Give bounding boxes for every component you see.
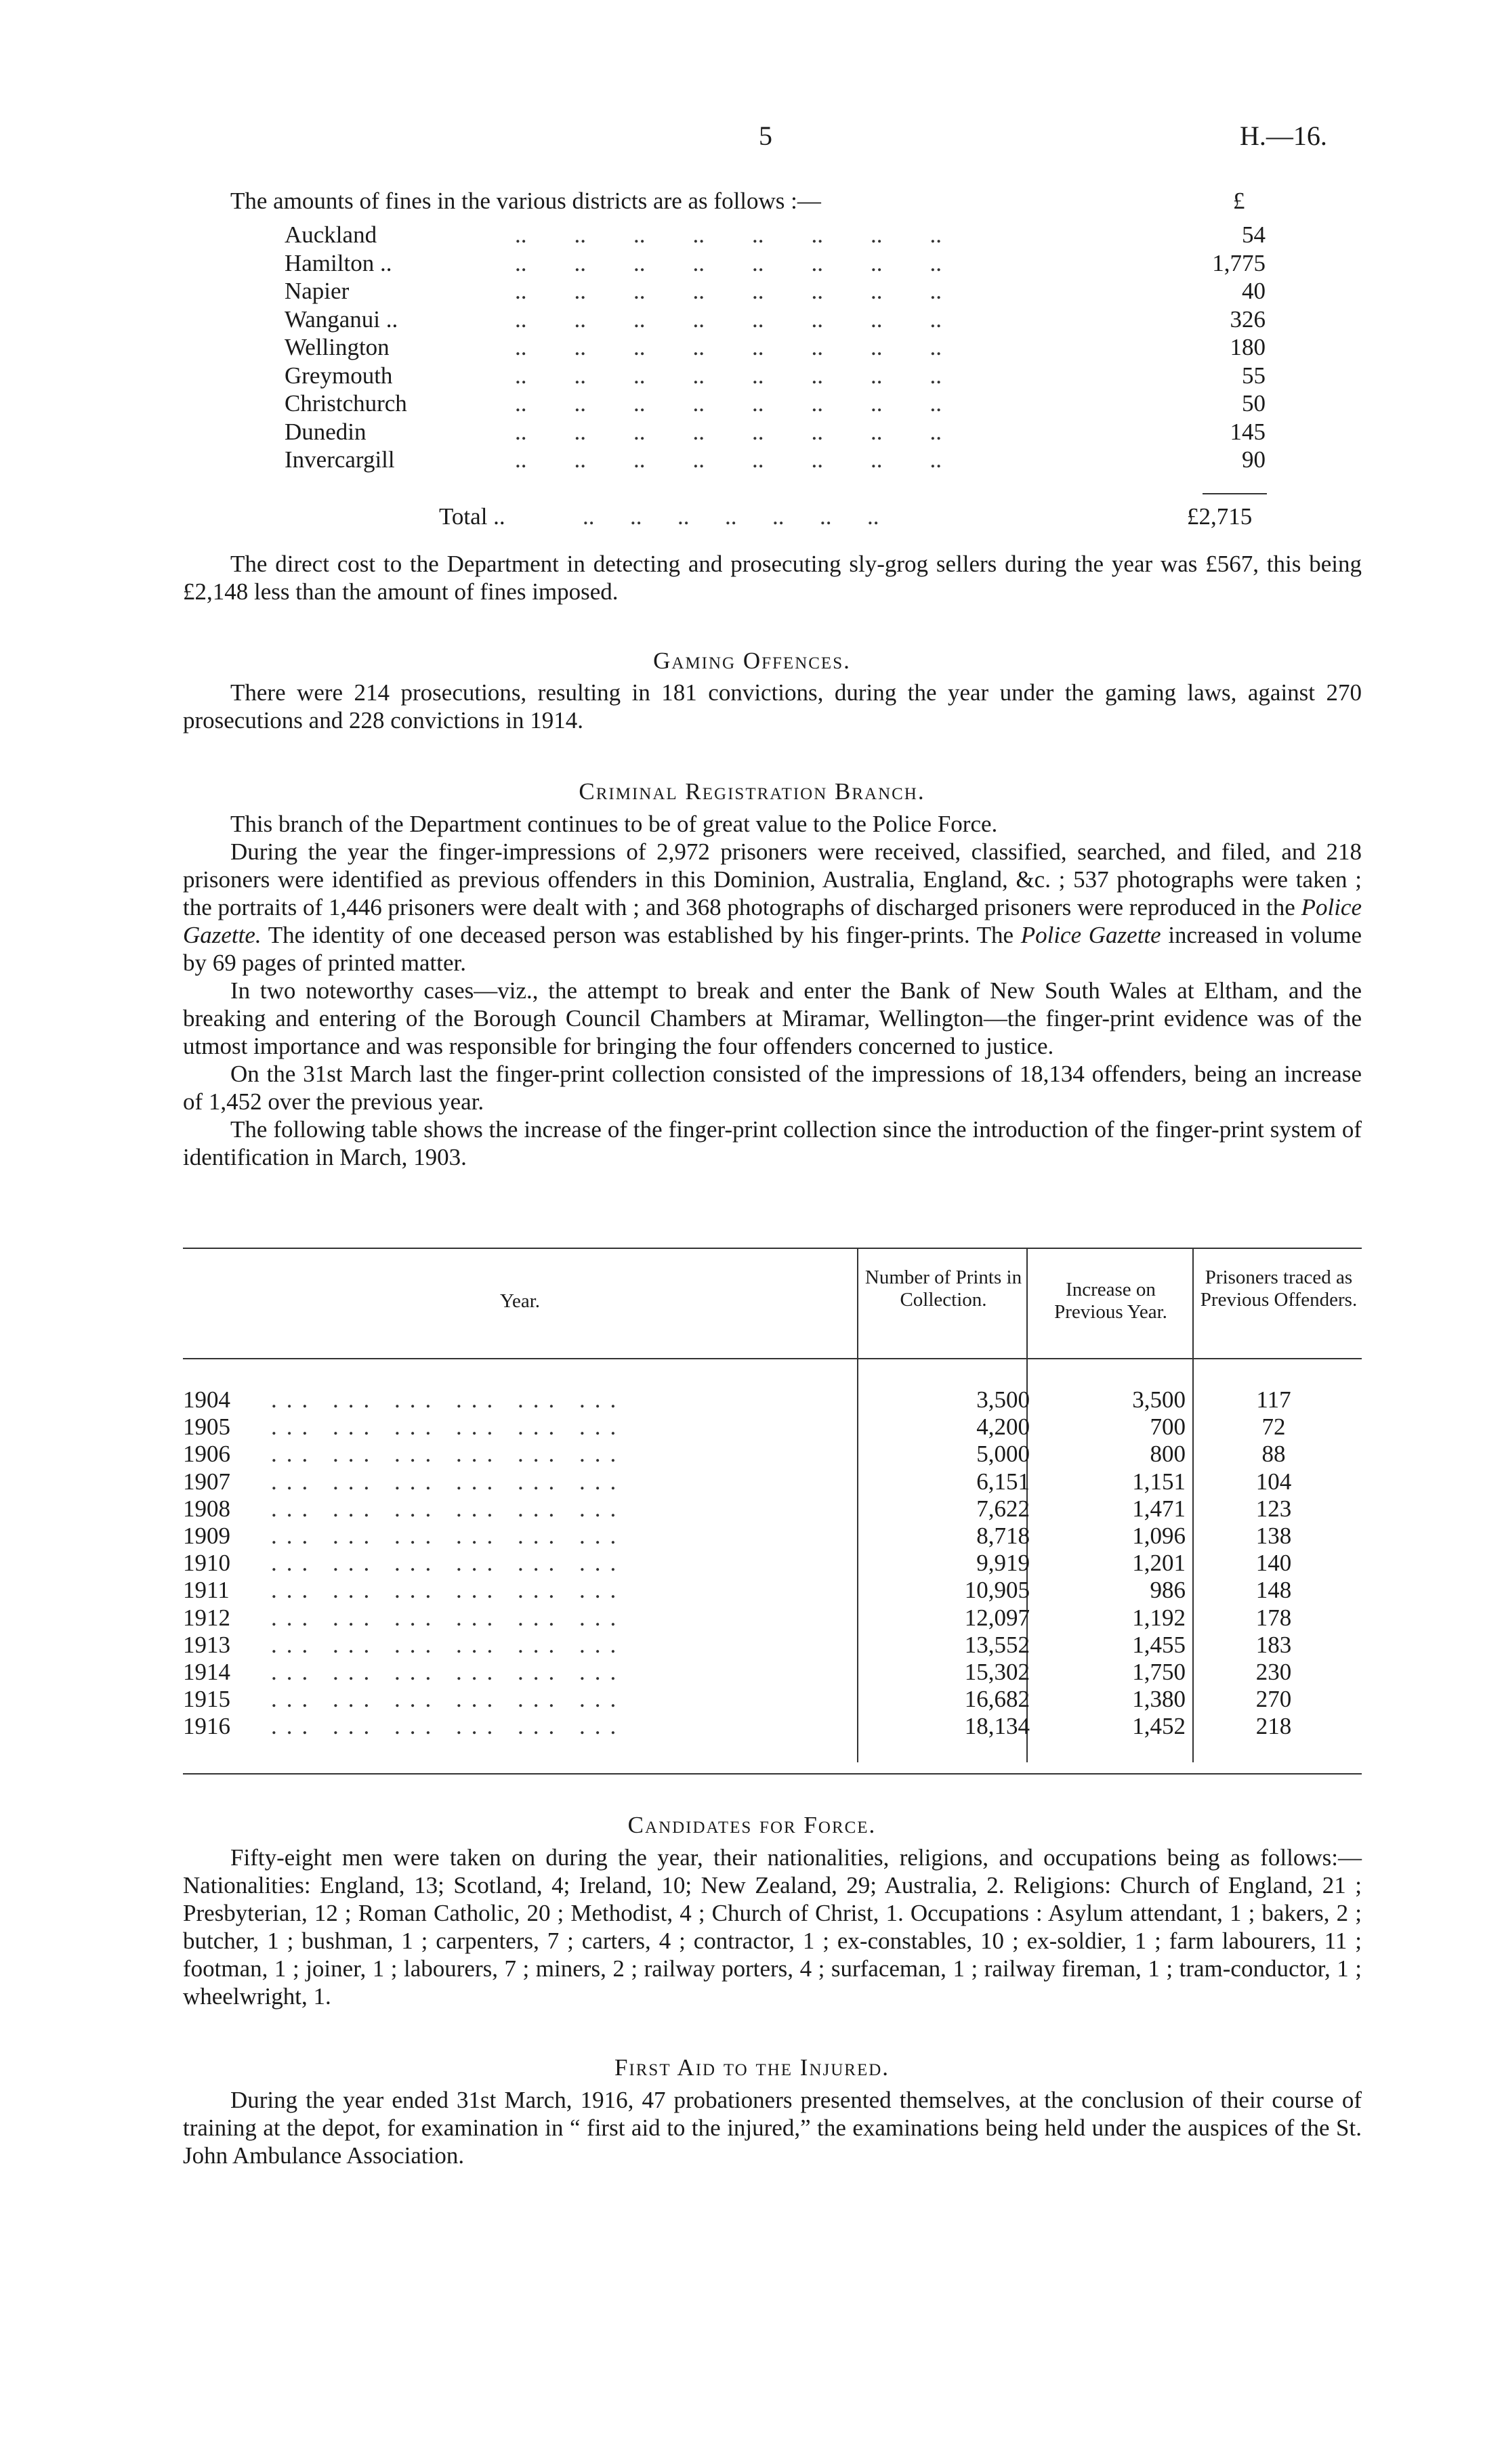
fine-row (285, 389, 1266, 417)
table-row (183, 1522, 1362, 1550)
prints-cell: 6,151 (976, 1468, 1030, 1495)
fine-row (285, 221, 1266, 249)
cost-paragraph (183, 550, 1362, 606)
leader-dots: ... ... ... ... ... ... (271, 1550, 626, 1577)
col-header-year: Year. (499, 1290, 541, 1312)
fine-amount: 54 (1242, 221, 1266, 248)
year-cell: 1913 (183, 1631, 230, 1658)
table-row (183, 1413, 1362, 1441)
leader-dots: .. .. .. .. .. .. .. .. (515, 418, 942, 445)
leader-dots: .. .. .. .. .. .. .. .. (515, 446, 942, 473)
fines-intro: The amounts of fines in the various districts are as follows :— (230, 188, 821, 214)
increase-cell: 1,750 (1132, 1659, 1186, 1685)
traced-cell: 72 (1261, 1414, 1286, 1441)
year-cell: 1916 (183, 1713, 230, 1740)
prints-cell: 18,134 (964, 1713, 1030, 1740)
police-gazette-ref-1: Police Gazette. (183, 894, 1362, 948)
candidates-heading: Candidates for Force. (627, 1812, 877, 1838)
leader-dots: .. .. .. .. .. .. .. .. (515, 278, 942, 304)
gaming-paragraph (183, 679, 1362, 734)
prints-cell: 15,302 (964, 1659, 1030, 1685)
prints-cell: 3,500 (976, 1386, 1030, 1413)
increase-cell: 1,151 (1132, 1468, 1186, 1495)
candidates-text: Fifty-eight men were taken on during the year, their nationalities, religions, and occupations being as follows:—Nationalities: England, 13; Scotland, 4; Ireland, 10; New Zealand, 29; Australia, 2. Religions: Church of England, 21 ; Presbyterian, 12 ; Roman Catholic, 20 ; Methodist, 4 ; Church of Christ, 1. Occupations : Asylum attendant, 1 ; bakers, 2 ; butcher, 1 ; bushman, 1 ; carpenters, 7 ; carters, 4 ; contractor, 1 ; ex-constables, 10 ; ex-soldier, 1 ; farm labourers, 11 ; footman, 1 ; joiner, 1 ; labourers, 7 ; miners, 2 ; railway porters, 4 ; surfaceman, 1 ; railway fireman, 1 ; tram-conductor, 1 ; wheelwright, 1. (183, 1844, 1362, 2010)
fine-district: Invercargill (285, 446, 395, 473)
table-row (183, 1495, 1362, 1523)
total-rule (1203, 493, 1267, 494)
fines-total-value: £2,715 (1187, 503, 1253, 530)
table-row (183, 1386, 1362, 1414)
prints-cell: 12,097 (964, 1604, 1030, 1631)
criminal-p2-a: During the year the finger-impressions of 2,972 prisoners were received, classified, searched, and filed, and 218 prisoners were identified as previous offenders in this Dominion, Australia, England, &c. ; 537 photographs were taken ; the portraits of 1,446 prisoners were dealt with ; and 368 photographs of discharged prisoners were reproduced in the (183, 838, 1362, 920)
prints-cell: 13,552 (964, 1631, 1030, 1658)
traced-cell: 183 (1255, 1631, 1292, 1658)
fine-district: Hamilton .. (285, 249, 392, 276)
prints-cell: 4,200 (976, 1414, 1030, 1441)
year-cell: 1906 (183, 1441, 230, 1468)
fines-total-dots: .. .. .. .. .. .. .. (583, 503, 879, 530)
year-cell: 1914 (183, 1659, 230, 1685)
fine-row (285, 418, 1266, 446)
fine-district: Christchurch (285, 390, 407, 417)
increase-cell: 800 (1150, 1441, 1186, 1468)
year-cell: 1910 (183, 1550, 230, 1577)
leader-dots: ... ... ... ... ... ... (271, 1713, 626, 1740)
leader-dots: .. .. .. .. .. .. .. .. (515, 390, 942, 417)
table-row (183, 1549, 1362, 1577)
first-aid-paragraph (183, 2086, 1362, 2169)
fine-row (285, 446, 1266, 473)
candidates-paragraph (183, 1844, 1362, 2010)
year-cell: 1904 (183, 1386, 230, 1413)
fines-total-label: Total .. (439, 503, 505, 530)
year-cell: 1911 (183, 1577, 230, 1604)
leader-dots: ... ... ... ... ... ... (271, 1441, 626, 1468)
fine-amount: 145 (1230, 418, 1266, 445)
leader-dots: ... ... ... ... ... ... (271, 1386, 626, 1413)
leader-dots: ... ... ... ... ... ... (271, 1631, 626, 1658)
fine-amount: 326 (1230, 305, 1266, 333)
traced-cell: 270 (1255, 1686, 1292, 1713)
traced-cell: 140 (1255, 1550, 1292, 1577)
increase-cell: 1,201 (1132, 1550, 1186, 1577)
table-row (183, 1658, 1362, 1686)
increase-cell: 1,452 (1132, 1713, 1186, 1740)
prints-cell: 7,622 (976, 1495, 1030, 1522)
table-row (183, 1631, 1362, 1659)
traced-cell: 88 (1261, 1441, 1286, 1468)
page-number: 5 (759, 121, 772, 151)
criminal-p2-c: increased in volume by 69 pages of printed matter. (183, 922, 1362, 976)
gaming-text: There were 214 prosecutions, resulting in 181 convictions, during the year under the gaming laws, against 270 prosecutions and 228 convictions in 1914. (183, 679, 1362, 734)
fine-amount: 50 (1242, 390, 1266, 417)
year-cell: 1908 (183, 1495, 230, 1522)
gaming-heading: Gaming Offences. (653, 647, 851, 674)
year-cell: 1909 (183, 1523, 230, 1549)
increase-cell: 700 (1150, 1414, 1186, 1441)
police-gazette-ref-2: Police Gazette (1020, 922, 1161, 948)
increase-cell: 1,192 (1132, 1604, 1186, 1631)
traced-cell: 123 (1255, 1495, 1292, 1522)
table-row (183, 1712, 1362, 1740)
prints-cell: 5,000 (976, 1441, 1030, 1468)
fine-amount: 180 (1230, 334, 1266, 360)
increase-cell: 1,471 (1132, 1495, 1186, 1522)
leader-dots: ... ... ... ... ... ... (271, 1414, 626, 1441)
leader-dots: .. .. .. .. .. .. .. .. (515, 362, 942, 389)
fine-row (285, 333, 1266, 361)
fine-amount: 90 (1242, 446, 1266, 473)
increase-cell: 986 (1150, 1577, 1186, 1604)
criminal-p3: In two noteworthy cases—viz., the attempt to break and enter the Bank of New South Wales at Eltham, and the breaking and entering of the Borough Council Chambers at Miramar, Wellington—the finger-print evidence was of the utmost importance and was responsible for bringing the four offenders concerned to justice. (183, 977, 1362, 1059)
fine-district: Wanganui .. (285, 305, 398, 333)
year-cell: 1912 (183, 1604, 230, 1631)
traced-cell: 148 (1255, 1577, 1292, 1604)
increase-cell: 1,455 (1132, 1631, 1186, 1658)
table-row (183, 1576, 1362, 1604)
increase-cell: 3,500 (1132, 1386, 1186, 1413)
criminal-p2-b: The identity of one deceased person was established by his finger-prints. The (261, 922, 1021, 948)
fine-row (285, 305, 1266, 333)
leader-dots: .. .. .. .. .. .. .. .. (515, 221, 942, 248)
prints-cell: 9,919 (976, 1550, 1030, 1577)
traced-cell: 178 (1255, 1604, 1292, 1631)
table-row (183, 1604, 1362, 1632)
leader-dots: .. .. .. .. .. .. .. .. (515, 305, 942, 333)
prints-cell: 10,905 (964, 1577, 1030, 1604)
fines-currency-symbol: £ (1233, 188, 1245, 214)
criminal-section (183, 810, 1362, 1171)
fine-district: Napier (285, 278, 350, 304)
fine-district: Greymouth (285, 362, 393, 389)
year-cell: 1907 (183, 1468, 230, 1495)
leader-dots: ... ... ... ... ... ... (271, 1495, 626, 1522)
table-header-rule (183, 1358, 1362, 1359)
table-bottom-rule (183, 1773, 1362, 1775)
leader-dots: .. .. .. .. .. .. .. .. (515, 249, 942, 276)
fine-row (285, 277, 1266, 305)
leader-dots: .. .. .. .. .. .. .. .. (515, 334, 942, 360)
fine-row (285, 362, 1266, 389)
fine-amount: 40 (1242, 278, 1266, 304)
fine-district: Auckland (285, 221, 377, 248)
document-reference: H.—16. (1240, 121, 1327, 151)
table-top-rule (183, 1248, 1362, 1249)
prints-cell: 8,718 (976, 1523, 1030, 1549)
traced-cell: 138 (1255, 1523, 1292, 1549)
fine-row (285, 249, 1266, 277)
increase-cell: 1,096 (1132, 1523, 1186, 1549)
col-header-prints: Number of Prints in Collection. (864, 1267, 1022, 1311)
traced-cell: 104 (1255, 1468, 1292, 1495)
table-row (183, 1685, 1362, 1713)
fine-district: Wellington (285, 334, 390, 360)
first-aid-heading: First Aid to the Injured. (614, 2054, 890, 2081)
year-cell: 1905 (183, 1414, 230, 1441)
leader-dots: ... ... ... ... ... ... (271, 1686, 626, 1713)
leader-dots: ... ... ... ... ... ... (271, 1468, 626, 1495)
criminal-p2 (183, 838, 1362, 977)
col-header-traced: Prisoners traced as Previous Offenders. (1200, 1267, 1358, 1311)
leader-dots: ... ... ... ... ... ... (271, 1577, 626, 1604)
criminal-heading: Criminal Registration Branch. (579, 778, 925, 805)
criminal-p1: This branch of the Department continues to be of great value to the Police Force. (230, 811, 998, 837)
cost-text: The direct cost to the Department in detecting and prosecuting sly-grog sellers during the year was £567, this being £2,148 less than the amount of fines imposed. (183, 551, 1362, 605)
traced-cell: 117 (1256, 1386, 1291, 1413)
leader-dots: ... ... ... ... ... ... (271, 1523, 626, 1549)
leader-dots: ... ... ... ... ... ... (271, 1659, 626, 1685)
fine-amount: 1,775 (1212, 249, 1266, 276)
year-cell: 1915 (183, 1686, 230, 1713)
prints-cell: 16,682 (964, 1686, 1030, 1713)
fine-amount: 55 (1242, 362, 1266, 389)
criminal-p5: The following table shows the increase of the finger-print collection since the introduction of the finger-print system of identification in March, 1903. (183, 1116, 1362, 1170)
traced-cell: 230 (1255, 1659, 1292, 1685)
criminal-p4: On the 31st March last the finger-print collection consisted of the impressions of 18,134 offenders, being an increase of 1,452 over the previous year. (183, 1061, 1362, 1115)
table-row (183, 1440, 1362, 1468)
leader-dots: ... ... ... ... ... ... (271, 1604, 626, 1631)
first-aid-text: During the year ended 31st March, 1916, 47 probationers presented themselves, at the conclusion of their course of training at the depot, for examination in “ first aid to the injured,” the examinations being held under the auspices of the St. John Ambulance Association. (183, 2087, 1362, 2169)
table-row (183, 1468, 1362, 1495)
traced-cell: 218 (1255, 1713, 1292, 1740)
fine-district: Dunedin (285, 418, 367, 445)
increase-cell: 1,380 (1132, 1686, 1186, 1713)
col-header-increase: Increase on Previous Year. (1054, 1279, 1167, 1323)
